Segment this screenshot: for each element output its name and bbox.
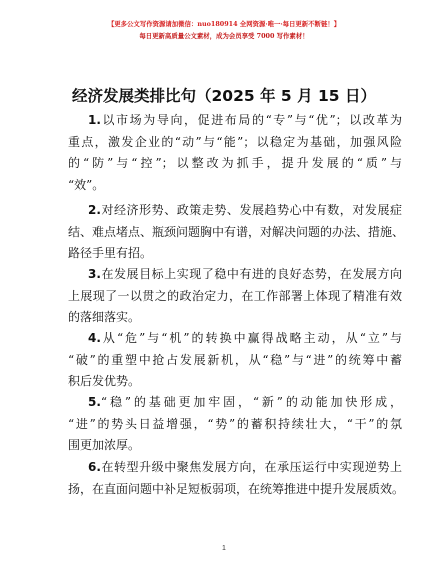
paragraph-line: 结、难点堵点、瓶颈问题胸中有谱，对解决问题的办法、措施、 <box>68 224 405 239</box>
paragraph-line <box>88 110 402 132</box>
paragraph-text: 在发展目标上实现了稳中有进的良好态势，在发展方向 <box>100 267 402 281</box>
paragraph-number: 2. <box>88 203 101 217</box>
paragraph-line: 路径手里有招。 <box>68 246 153 260</box>
paragraph-line: 的落细落实。 <box>68 310 141 324</box>
paragraph-number: 3. <box>88 267 101 281</box>
paragraph-text: 在转型升级中聚焦发展方向，在承压运行中实现逆势上 <box>100 460 402 474</box>
paragraph-line <box>88 457 402 479</box>
paragraph-2 <box>68 200 405 265</box>
header-promo-line-1: 【更多公文写作资源请加微信：nuo180914 全网资源·唯一·每日更新不断链！】 <box>107 20 341 28</box>
paragraph-1 <box>68 110 402 196</box>
paragraph-line: 围更加浓厚。 <box>68 438 141 452</box>
paragraph-number: 4. <box>88 331 101 345</box>
paragraph-line <box>88 264 402 286</box>
page-number: 1 <box>222 545 226 552</box>
paragraph-number: 1. <box>88 113 101 127</box>
document-title: 经济发展类排比句（2025 年 5 月 15 日） <box>72 87 376 105</box>
paragraph-6 <box>68 457 405 500</box>
paragraph-line: 扬，在直面问题中补足短板弱项，在统筹推进中提升发展质效。 <box>68 481 405 496</box>
paragraph-5 <box>68 392 402 457</box>
paragraph-line: 重点，激发企业的“动”与“能”；以稳定为基础，加强风险 <box>68 134 402 149</box>
paragraph-text: 对经济形势、政策走势、发展趋势心中有数，对发展症 <box>100 203 402 217</box>
paragraph-line <box>88 328 402 350</box>
paragraph-line: “进”的势头日益增强，“势”的蓄积持续壮大，“干”的氛 <box>68 416 402 431</box>
paragraph-line <box>88 392 402 414</box>
paragraph-line <box>88 200 402 222</box>
paragraph-number: 6. <box>88 460 101 474</box>
paragraph-number: 5. <box>88 395 101 409</box>
paragraph-4 <box>68 328 402 393</box>
paragraph-line: “破”的重塑中抢占发展新机，从“稳”与“进”的统筹中蓄 <box>68 352 402 367</box>
paragraph-line: 的“防”与“控”；以整改为抓手，提升发展的“质”与 <box>68 156 402 170</box>
paragraph-text: 从“危”与“机”的转换中赢得战略主动，从“立”与 <box>100 331 402 345</box>
paragraph-line: 上展现了一以贯之的政治定力，在工作部署上体现了精准有效 <box>68 288 402 303</box>
paragraph-line: “效”。 <box>68 177 105 192</box>
paragraph-3 <box>68 264 402 329</box>
header-promo-line-2: 每日更新高质量公文素材，成为会员享受 7000 写作素材！ <box>139 32 309 40</box>
paragraph-text: “稳”的基础更加牢固，“新”的动能加快形成， <box>100 395 402 409</box>
paragraph-line: 积后发优势。 <box>68 374 141 388</box>
paragraph-text: 以市场为导向，促进布局的“专”与“优”；以改革为 <box>100 113 402 127</box>
